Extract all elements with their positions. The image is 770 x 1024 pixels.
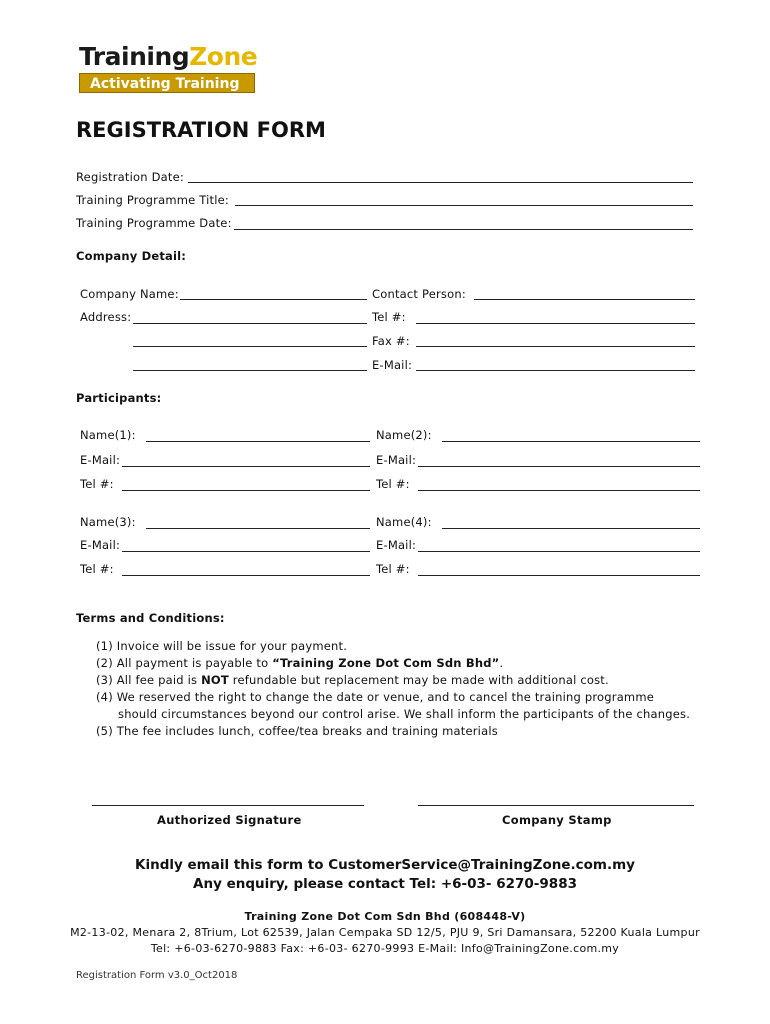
participant-2-email-field[interactable] [418,466,700,467]
footer-company: Training Zone Dot Com Sdn Bhd (608448-V) [244,910,526,923]
address-label: Address: [80,310,132,324]
participant-2-tel-label: Tel #: [376,477,410,491]
participant-3-name-field[interactable] [146,528,370,529]
participant-3-tel-field[interactable] [122,575,370,576]
company-email-field[interactable] [416,370,695,371]
participant-4-tel-field[interactable] [418,575,700,576]
programme-title-field[interactable] [235,205,693,206]
participant-3-email-field[interactable] [122,551,370,552]
training-zone-logo [79,42,257,93]
term-4-continued: should circumstances beyond our control arise. We shall inform the participants of the changes. [118,707,691,721]
authorized-signature-line[interactable] [92,805,364,806]
company-tel-label: Tel #: [372,310,406,324]
programme-title-label: Training Programme Title: [76,193,230,207]
participant-4-email-label: E-Mail: [376,538,417,552]
participant-1-name-label: Name(1): [80,428,136,442]
participant-1-email-label: E-Mail: [80,453,121,467]
participant-4-tel-label: Tel #: [376,562,410,576]
participant-3-name-label: Name(3): [80,515,136,529]
term-1: (1) Invoice will be issue for your payment. [96,639,348,653]
contact-person-field[interactable] [474,299,695,300]
participant-2-name-label: Name(2): [376,428,432,442]
address-field-1[interactable] [133,323,367,324]
logo-word-training: Training [79,42,190,71]
term-2-company: “Training Zone Dot Com Sdn Bhd” [272,656,500,670]
logo-wordmark [79,42,257,72]
terms-list [96,638,690,740]
footer-phones: Tel: +6-03-6270-9883 Fax: +6-03- 6270-9993 E-Mail: Info@TrainingZone.com.my [150,942,620,955]
participant-4-name-label: Name(4): [376,515,432,529]
participant-3-tel-label: Tel #: [80,562,114,576]
registration-date-label: Registration Date: [76,170,184,184]
participant-2-email-label: E-Mail: [376,453,417,467]
address-field-2[interactable] [133,346,367,347]
participant-1-email-field[interactable] [122,466,370,467]
logo-tagline: Activating Training [79,73,255,93]
term-2-text: (2) All payment is payable to [96,656,273,670]
company-stamp-line[interactable] [418,805,694,806]
company-detail-heading: Company Detail: [76,249,187,263]
contact-person-label: Contact Person: [372,287,466,301]
logo-word-zone: Zone [189,42,258,71]
company-email-label: E-Mail: [372,358,413,372]
term-4: (4) We reserved the right to change the date or venue, and to cancel the training programme [96,690,655,704]
terms-heading: Terms and Conditions: [76,611,225,625]
registration-date-field[interactable] [188,182,693,183]
participant-4-email-field[interactable] [418,551,700,552]
participant-1-tel-field[interactable] [122,490,370,491]
company-stamp-label: Company Stamp [502,813,612,827]
participant-1-tel-label: Tel #: [80,477,114,491]
term-3-text: (3) All fee paid is [96,673,202,687]
term-2-end: . [499,656,504,670]
programme-date-field[interactable] [234,229,693,230]
term-3-not: NOT [201,673,229,687]
term-3-end: refundable but replacement may be made with additional cost. [228,673,609,687]
participant-1-name-field[interactable] [146,441,370,442]
term-3 [96,672,690,689]
authorized-signature-label: Authorized Signature [157,813,302,827]
programme-date-label: Training Programme Date: [76,216,232,230]
company-fax-field[interactable] [416,346,695,347]
email-instruction: Kindly email this form to CustomerService@TrainingZone.com.my [135,857,635,873]
company-name-label: Company Name: [80,287,179,301]
term-2 [96,655,690,672]
company-fax-label: Fax #: [372,334,410,348]
participant-4-name-field[interactable] [442,528,700,529]
footer-address: M2-13-02, Menara 2, 8Trium, Lot 62539, Jalan Cempaka SD 12/5, PJU 9, Sri Damansara, 52200 Kuala Lumpur [70,926,700,939]
enquiry-contact: Any enquiry, please contact Tel: +6-03- 6270-9883 [193,876,577,892]
company-tel-field[interactable] [416,323,695,324]
participants-heading: Participants: [76,391,162,405]
term-5: (5) The fee includes lunch, coffee/tea breaks and training materials [96,724,498,738]
company-name-field[interactable] [180,299,367,300]
participant-2-tel-field[interactable] [418,490,700,491]
participant-2-name-field[interactable] [442,441,700,442]
participant-3-email-label: E-Mail: [80,538,121,552]
address-field-3[interactable] [133,370,367,371]
page-title: REGISTRATION FORM [76,118,326,142]
form-version: Registration Form v3.0_Oct2018 [76,970,238,981]
